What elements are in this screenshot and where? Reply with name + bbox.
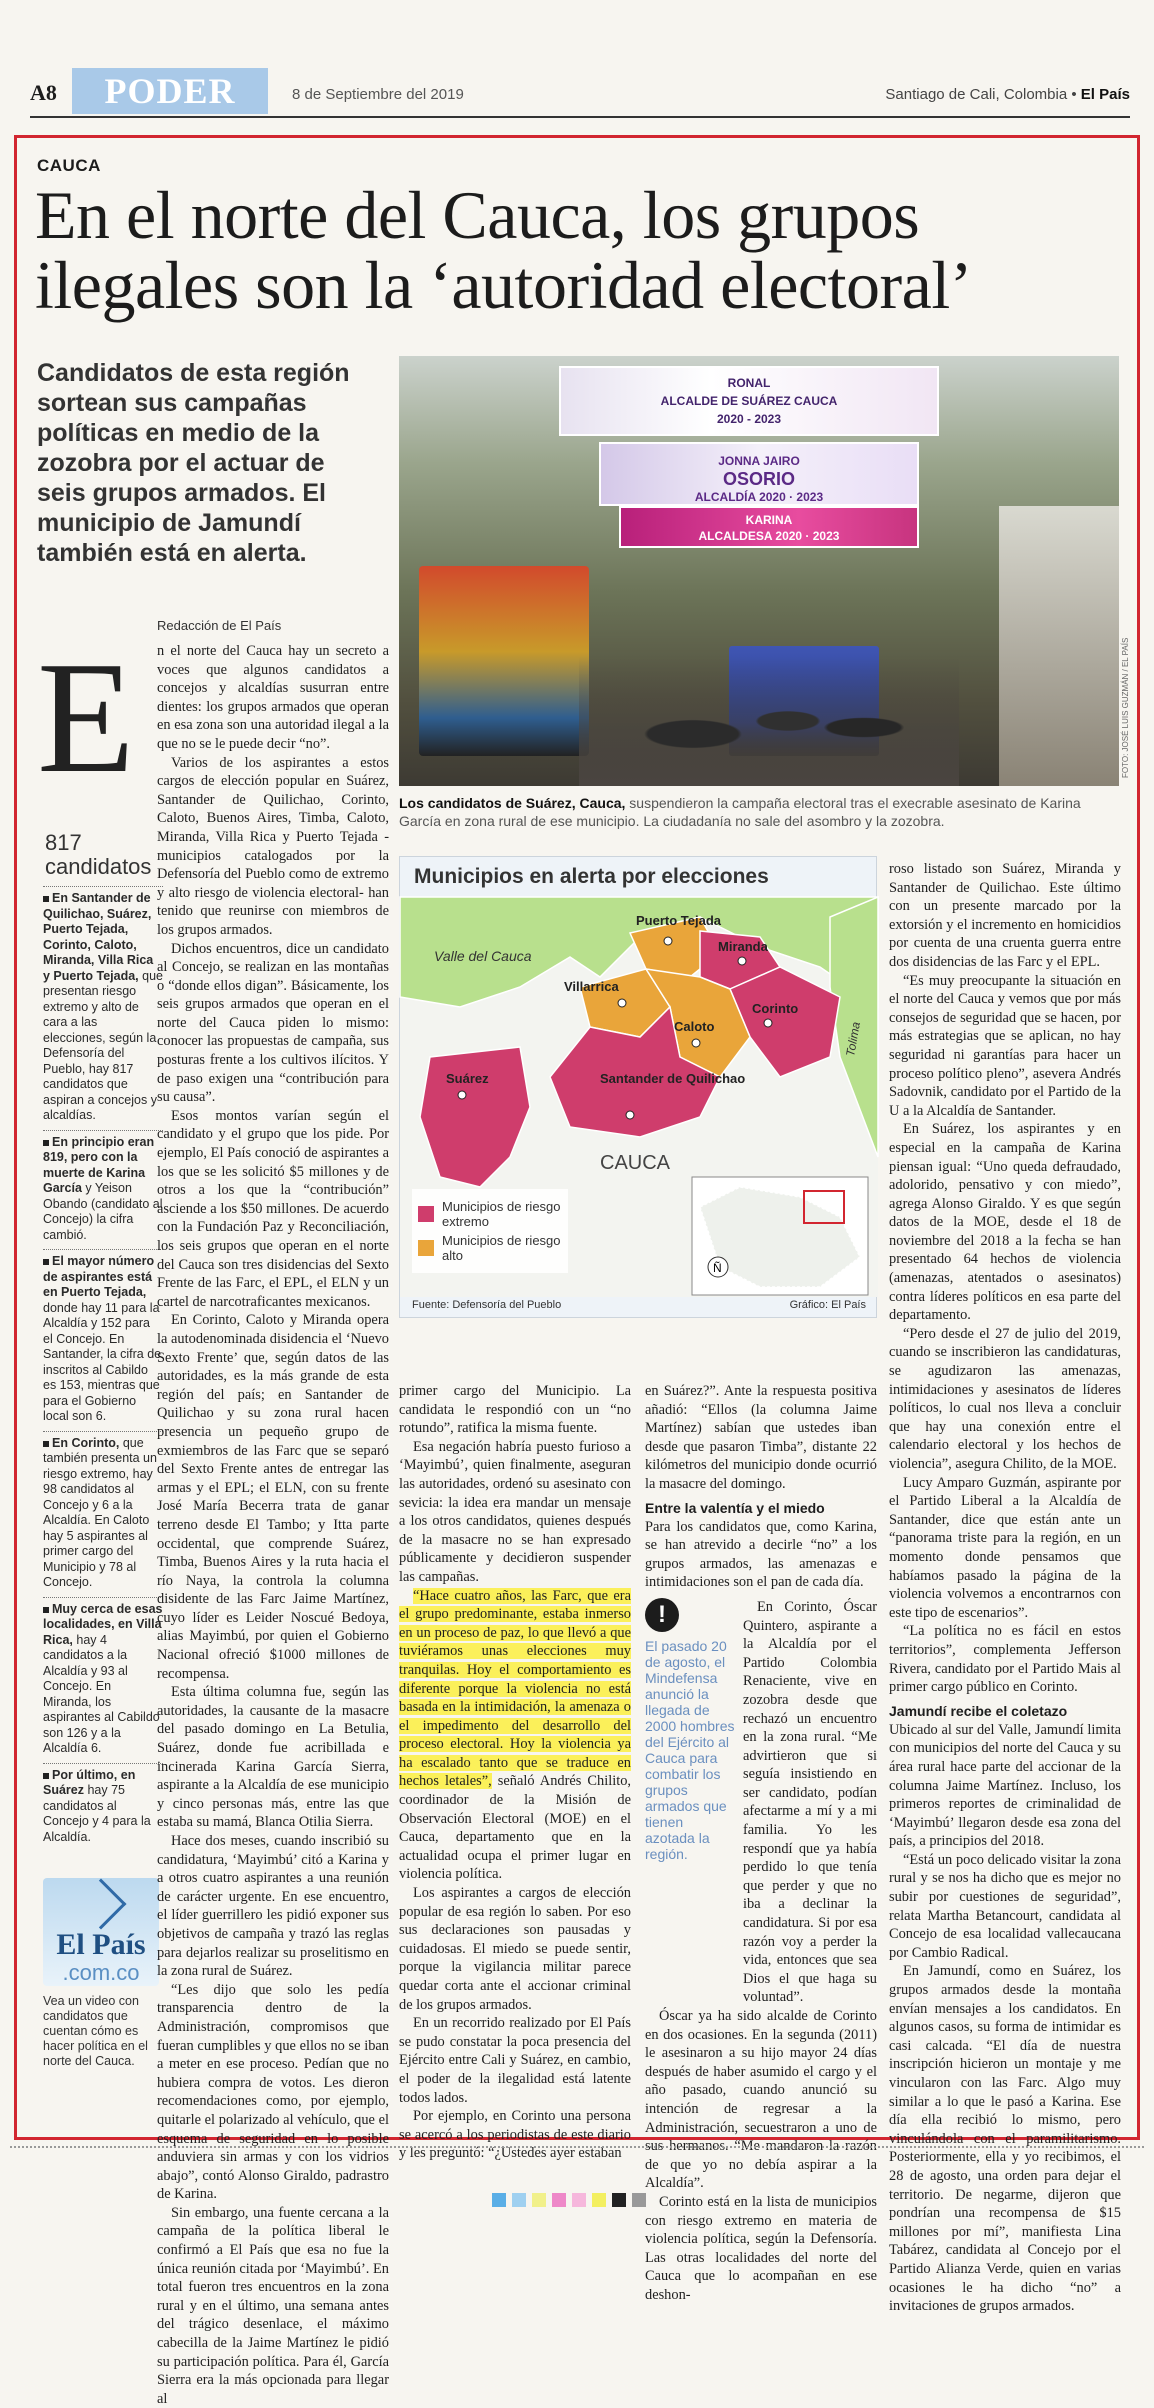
- side-note-lead: El mayor número de aspirantes está en Puerto Tejada,: [43, 1254, 155, 1299]
- quill-icon: [76, 1879, 127, 1930]
- town-dot: [618, 999, 626, 1007]
- banner-text: ALCALDÍA 2020 · 2023: [694, 490, 824, 504]
- bullet-icon: [43, 1607, 49, 1613]
- paragraph: Los aspirantes a cargos de elección popular de esa región lo saben. Por eso sus declaraciones son pausadas y cuidadosas. El miedo se puede sentir, porque la vigilancia militar parece quedar corta ante el accionar criminal de los grupos armados.: [399, 1885, 631, 2013]
- label-miranda: Miranda: [718, 939, 768, 954]
- exclamation-icon: !: [645, 1598, 679, 1632]
- article-column-2: [399, 1382, 631, 2163]
- article-photo: [399, 356, 1119, 786]
- paragraph: Ubicado al sur del Valle, Jamundí limita con municipios del norte del Cauca y su área rural hace parte del accionar de la columna Jaime Martínez. Incluso, los primeros reportes de criminalidad de ‘Mayimbú’ llegaron desde esa zona del país, a principios del 2018.: [889, 1721, 1121, 1850]
- subheading: Entre la valentía y el miedo: [645, 1499, 825, 1516]
- side-note-lead: En Santander de Quilichao, Suárez, Puerto Tejada, Corinto, Caloto, Miranda, Villa Rica y Puerto Tejada,: [43, 891, 154, 983]
- dateline-paper: El País: [1080, 86, 1130, 103]
- campaign-banner-ronal: [559, 366, 939, 436]
- stat-label: candidatos: [45, 854, 152, 879]
- paragraph: Esta última columna fue, según las autoridades, la causante de la masacre del pasado domingo en La Betulia, Suárez, donde fue acribillada e incinerada Karina García Sierra, aspirante a la Alcaldía de ese municipio y cinco personas más, entre las que estaba su mamá, Blanca Otilia Sierra.: [157, 1684, 389, 1831]
- issue-date: 8 de Septiembre del 2019: [292, 86, 464, 103]
- article-column-4: [889, 860, 1121, 2316]
- color-swatch: [552, 2193, 566, 2207]
- label-santander: [600, 1071, 745, 1086]
- paragraph: n el norte del Cauca hay un secreto a voces que algunos candidatos a concejos y alcaldías susurran entre dientes: los grupos armados que operan en esa zona son una autoridad ilegal a la que no se le puede decir “no”.: [157, 643, 389, 752]
- town-dot: [458, 1091, 466, 1099]
- masthead-rule: [30, 116, 1130, 118]
- paragraph: En Corinto, Caloto y Miranda opera la autodenominada disidencia el ‘Nuevo Sexto Frente’ que, según datos de las autoridades, es la más grande de esta región del país; en Santander de Quilichao y su zona rural hacen presencia un pequeño grupo de exmiembros de las Farc que se separó del Sexto Frente antes de entregar las armas y el EPL; el ELN, con su frente José María Becerra trata de ganar terreno desde El Tambo; y Itta parte occidental, que comprende Suárez, Timba, Buenos Aires y la ruta hacia el río Naya, la controla la columna disidente de las Farc Jaime Martínez, cuyo líder es Leider Noscué Bedoya, alias Mayimbú, por quien el Gobierno Nacional ofreció $1000 millones de recompensa.: [157, 1312, 389, 1682]
- town-dot: [626, 1111, 634, 1119]
- pull-box: [645, 1598, 877, 2007]
- side-note-text: hay 75 candidatos al Concejo y 4 para la Alcaldía.: [43, 1783, 151, 1844]
- side-note-lead: En principio eran 819, pero con la muerte de Karina García: [43, 1134, 155, 1195]
- paragraph: en Suárez?”. Ante la respuesta positiva añadió: “Ellos (la columna Jaime Martínez) sabían que ustedes iban desde que pasaron Timba”, distante 22 kilómetros del municipio donde ocurrió la masacre del domingo.: [645, 1383, 877, 1492]
- photo-truck: [419, 566, 589, 756]
- article-column-3: [645, 1382, 877, 2305]
- paragraph: “Les dijo que solo les pedía transparencia dentro de la Administración, compromisos que fueran cumplibles y que ellos no se iban a meter en ese proceso. Pedían que no hubiera compra de votos. Les dieron recomendaciones como, por ejemplo, quitarle el polarizado al vehículo, que el esquema de seguridad en lo posible anduviera sin armas y con los vidrios abajo”, contó Alonso Giraldo, padrastro de Karina.: [157, 1981, 389, 2203]
- side-note-lead: En Corinto,: [52, 1435, 120, 1450]
- label-tolima: Tolima: [843, 1020, 864, 1058]
- paragraph: Para los candidatos que, como Karina, se han atrevido a decirle “no” a los grupos armados, las amenazas e intimidaciones son el pan de cada día.: [645, 1518, 877, 1591]
- caption-bold: Los candidatos de Suárez, Cauca,: [399, 795, 626, 811]
- logo-url: .com.co: [62, 1960, 140, 1985]
- banner-text: ALCALDESA 2020 · 2023: [698, 529, 840, 543]
- label-puerto-tejada: Puerto Tejada: [636, 913, 722, 928]
- side-note: [43, 886, 163, 1130]
- bullet-icon: [43, 1259, 49, 1265]
- paragraph: primer cargo del Municipio. La candidata le respondió con un “no rotundo”, ratifica la misma fuente.: [399, 1383, 631, 1437]
- town-dot: [764, 1019, 772, 1027]
- banner-text: ALCALDE DE SUÁREZ CAUCA: [660, 394, 838, 408]
- side-note-text: y Yeison Obando (candidato al Concejo) la cifra cambió.: [43, 1181, 163, 1242]
- caption-text: suspendieron la campaña electoral tras el execrable asesinato de Karina García en zona rural de ese municipio. La ciudadanía no sale del asombro y la zozobra.: [399, 795, 1081, 829]
- article-frame: [14, 135, 1140, 2407]
- side-note: [43, 1249, 163, 1431]
- paragraph: En Jamundí, como en Suárez, los grupos armados desde la montaña envían mensajes a los candidatos. En algunos casos, su forma de intimidar es casi calcada. “El día de nuestra inscripción hicieron un montaje y me vincularon con las Farc. Algo muy similar a lo que le pasó a Karina. Ese día ella recibió lo mismo, pero vinculándola con el paramilitarismo. Posteriormente, ella y yo recibimos, el 28 de agosto, una orden para dejar el territorio. De negarme, dijeron que pondrían una recompensa de $15 millones por mí”, manifiesta Lina Tabárez, candidata al Concejo por el Partido Alianza Verde, quien en varias ocasiones le ha dicho “no” a invitaciones de grupos armados.: [889, 1963, 1121, 2315]
- town-dot: [692, 1039, 700, 1047]
- paragraph: Óscar ya ha sido alcalde de Corinto en dos ocasiones. En la segunda (2011) le asesinaron a su hijo mayor 24 días después de haber asumido el cargo y el año pasado, cuando anunció su intención de regresar a la Administración, secuestraron a uno de sus hermanos. “Me mandaron la razón de que yo no debía aspirar a la Alcaldía”.: [645, 2008, 877, 2192]
- side-note-text: hay 4 candidatos a la Alcaldía y 93 al Concejo. En Miranda, los aspirantes al Cabildo son 126 y a la Alcaldía 6.: [43, 1632, 160, 1755]
- bullet-icon: [43, 1773, 49, 1779]
- section-tag: PODER: [72, 68, 268, 114]
- paragraph: Dichos encuentros, dice un candidato al Concejo, se realizan en las montañas o “donde ellos digan”. Básicamente, los seis grupos armados que operan en el norte del Cauca piden lo mismo: conocer las propuestas de campaña, sus posturas frente a los cultivos ilícitos. Y de paso exigen una “contribución para su causa”.: [157, 940, 389, 1106]
- paragraph: Esa negación habría puesto furioso a ‘Mayimbú’, quien finalmente, aseguran las autoridades, ordenó su asesinato con sevicia: la idea era mandar un mensaje a los otros candidatos, quienes después de la masacre no se han expresado públicamente y decidieron suspender las campañas.: [399, 1438, 631, 1585]
- color-swatch: [572, 2193, 586, 2207]
- registration-marks: [10, 2146, 1144, 2156]
- map-credit: Gráfico: El País: [789, 1299, 866, 1311]
- paragraph: En un recorrido realizado por El País se pudo constatar la poca presencia del Ejército entre Cali y Suárez, en cambio, el poder de la ilegalidad está latente todos lados.: [399, 2015, 631, 2106]
- photo-credit: FOTO: JOSÉ LUIS GUZMÁN / EL PAÍS: [1121, 637, 1130, 778]
- color-swatch: [512, 2193, 526, 2207]
- paragraph: “Es muy preocupante la situación en el norte del Cauca y vemos que por más consejos de seguridad que se hacen, por más estrategias que se aplican, no hay seguridad ni garantías para hacer un proceso político pleno”, asevera Andrés Sadovnik, candidato por el Partido de la U a la Alcaldía de Santander.: [889, 972, 1121, 1119]
- side-note-lead: Muy cerca de esas localidades, en Villa Rica,: [43, 1601, 163, 1647]
- pull-side-text: [743, 1598, 877, 2007]
- paragraph: Esos montos varían según el candidato y el grupo que los pide. Por ejemplo, El País conoció de aspirantes a los que se les solicitó $5 millones y de otros a los que la “contribución” asciende a los $50 millones. De acuerdo con la Fundación Paz y Reconciliación, los seis grupos que operan en el norte del Cauca son tres disidencias del Sexto Frente de las Farc, el EPL, el ELN y un cartel de narcotraficantes mexicanos.: [157, 1107, 389, 1310]
- article-kicker: CAUCA: [37, 156, 101, 175]
- side-note-text: donde hay 11 para la Alcaldía y 152 para el Concejo. En Santander, la cifra de inscritos al Cabildo es 153, mientras que para el Gobierno local son 6.: [43, 1300, 162, 1423]
- paragraph: Sin embargo, una fuente cercana a la campaña de la política liberal le confirmó a El País que esa no fue la única reunión citada por ‘Mayimbú’. En total fueron tres encuentros en la zona rural y en el último, una semana antes del trágico desenlace, el máximo cabecilla de la Jaime Martínez le pidió su participación política. Para él, García Sierra era la más opcionada para llegar al: [157, 2204, 389, 2407]
- legend-label: Municipios de riesgo alto: [442, 1233, 561, 1263]
- photo-building: [999, 506, 1119, 786]
- side-note-text: que también presenta un riesgo extremo, hay 98 candidatos al Concejo y 6 a la Alcaldía. En Caloto hay 5 aspirantes al primer cargo del Municipio y 78 al Concejo.: [43, 1435, 157, 1589]
- color-swatch: [532, 2193, 546, 2207]
- highlighted-quote: “Hace cuatro años, las Farc, que era el grupo predominante, estaba inmerso en un proceso de paz, lo que llevó a que tuviéramos unas elecciones muy tranquilas. Hoy el comportamiento es diferente porque la violencia no está basada en la intimidación, la amenaza o el impedimento del desarrollo del proceso electoral. Hoy la violencia ya ha escalado tanto que se traduce en hechos letales”,: [399, 1587, 631, 1790]
- map-title: Municipios en alerta por elecciones: [414, 865, 769, 888]
- bullet-icon: [43, 1140, 49, 1146]
- label-santander-text: Santander de Quilichao: [600, 1071, 746, 1086]
- photo-caption: [399, 794, 1119, 830]
- quote-attribution: señaló Andrés Chilito, coordinador de la Misión de Observación Electoral (MOE) en el Cauca, departamento que en la actualidad ocupa el primer lugar en violencia política.: [399, 1773, 631, 1883]
- side-note: [43, 1130, 163, 1250]
- article-column-1: [157, 642, 389, 2408]
- byline: Redacción de El País: [157, 618, 282, 633]
- paragraph: “La política no es fácil en estos territorios”, complementa Jefferson Rivera, candidato por el Partido Mais al primer cargo público en Corinto.: [889, 1623, 1121, 1696]
- quote-paragraph: [399, 1587, 631, 1885]
- map-legend: [412, 1189, 568, 1273]
- bullet-icon: [43, 896, 49, 902]
- label-valle: Valle del Cauca: [434, 948, 532, 964]
- paragraph: roso listado son Suárez, Miranda y Santander de Quilichao. Este último con un presente marcado por la extorsión y el incremento en homicidios por cuenta de una cruenta guerra entre dos disidencias de las Farc y el EPL.: [889, 861, 1121, 970]
- subheading: Jamundí recibe el coletazo: [889, 1702, 1068, 1719]
- paragraph: “Pero desde el 27 de julio del 2019, cuando se inscribieron las candidaturas, se agudizaron las amenazas, intimidaciones y asesinatos de líderes políticos, lo cual nos lleva a concluir que hay una conexión entre el calendario electoral y los hechos de violencia”, asegura Chilito, de la MOE.: [889, 1325, 1121, 1472]
- video-caption: Vea un video con candidatos que cuentan cómo es hacer política en el norte del Cauca.: [43, 1994, 148, 2068]
- color-swatch: [632, 2193, 646, 2207]
- campaign-banner-karina: [619, 506, 919, 548]
- logo-name: El País: [56, 1928, 146, 1961]
- town-dot: [664, 937, 672, 945]
- page-number: A8: [30, 80, 57, 105]
- stat-number: 817: [45, 830, 82, 855]
- side-note-text: que presentan riesgo extremo y alto de cara a las elecciones, según la Defensoría del Pueblo, hay 817 candidatos que aspiran a concejos y alcaldías.: [43, 968, 163, 1122]
- pull-quote: [645, 1598, 735, 2007]
- article-headline: En el norte del Cauca, los grupos ilegales son la ‘autoridad electoral’: [35, 177, 972, 323]
- legend-label: Municipios de riesgo extremo: [442, 1199, 561, 1229]
- banner-text: OSORIO: [722, 469, 795, 489]
- color-swatch: [612, 2193, 626, 2207]
- color-swatch: [492, 2193, 506, 2207]
- alert-map: [399, 856, 877, 1318]
- paragraph: En Corinto, Óscar Quintero, aspirante a la Alcaldía por el Partido Colombia Renaciente, vive en zozobra desde que rechazó un encuentro en la zona rural. “Me advirtieron que si seguía insistiendo en ser candidato, podían afectarme a mí y a mi familia. Yo les respondí que ya había perdido lo que tenía que perder y que no iba a declinar la candidatura. Si por esa razón voy a perder la vida, entonces que sea Dios el que haga su voluntad”.: [743, 1598, 877, 2006]
- campaign-banner-osorio: [599, 442, 919, 506]
- map-source: Fuente: Defensoría del Pueblo: [412, 1299, 562, 1311]
- banner-text: JONNA JAIRO: [718, 454, 800, 468]
- side-note: [43, 1763, 163, 1852]
- label-villarrica: Villarrica: [564, 979, 619, 994]
- legend-swatch: [418, 1240, 434, 1256]
- paragraph: “Está un poco delicado visitar la zona rural y se nos ha dicho que es mejor no subir por cuestiones de seguridad”, relata Martha Betancourt, candidata al Concejo de esa localidad vallecaucana por Cambio Radical.: [889, 1851, 1121, 1961]
- label-suarez: Suárez: [446, 1071, 489, 1086]
- color-swatch: [592, 2193, 606, 2207]
- photo-crowd: [579, 656, 959, 786]
- side-note: [43, 1431, 163, 1597]
- dropcap: E: [37, 628, 135, 806]
- side-notes: [43, 886, 163, 1851]
- label-cauca: CAUCA: [600, 1152, 671, 1174]
- paragraph: Hace dos meses, cuando inscribió su candidatura, ‘Mayimbú’ citó a Karina y a otros cuatro aspirantes a una reunión de carácter urgente. En ese encuentro, el líder guerrillero les pidió exponer sus objetivos de campaña y trazó las reglas para dejarlos realizar su proselitismo en la zona rural de Suárez.: [157, 1833, 389, 1980]
- town-dot: [738, 957, 746, 965]
- paragraph: Varios de los aspirantes a estos cargos de elección popular en Suárez, Santander de Quilichao, Corinto, Caloto, Buenos Aires, Timba, Caloto, Miranda, Villa Rica y Puerto Tejada -municipios catalogados por la Defensoría del Pueblo como de extremo y alto riesgo de violencia electoral- han tenido que reunirse con miembros de los grupos armados.: [157, 754, 389, 938]
- label-caloto: Caloto: [674, 1019, 715, 1034]
- dateline: [885, 86, 1130, 103]
- pull-quote-text: El pasado 20 de agosto, el Mindefensa anunció la llegada de 2000 hombres del Ejército al Cauca para combatir los grupos armados que tienen azotada la región.: [645, 1637, 735, 1862]
- banner-text: KARINA: [745, 513, 793, 527]
- bullet-icon: [43, 1441, 49, 1447]
- north-arrow-label: Ñ: [713, 1261, 722, 1275]
- paragraph: Corinto está en la lista de municipios con riesgo extremo en materia de violencia política, según la Defensoría. Las otras localidades del norte del Cauca que lo acompañan en ese deshon-: [645, 2193, 877, 2303]
- legend-swatch: [418, 1206, 434, 1222]
- elpais-logo[interactable]: [43, 1878, 159, 1986]
- banner-text: 2020 - 2023: [716, 412, 782, 426]
- legend-item-high: [418, 1233, 562, 1263]
- paragraph: Por ejemplo, en Corinto una persona se acercó a los periodistas de este diario y les preguntó: “¿Ustedes ayer estaban: [399, 2108, 631, 2162]
- masthead: [30, 62, 1130, 118]
- paragraph: En Suárez, los aspirantes y en especial en la campaña de Karina piensan igual: “Uno queda defraudado, adolorido, pensativo y con miedo”, agrega Alonso Giraldo. Y es que según datos de la MOE, desde el 18 de noviembre del 2018 a la fecha se han presentado 64 hechos de violencia (amenazas, atentados o asesinatos) contra líderes políticos en esa parte del departamento.: [889, 1121, 1121, 1324]
- banner-text: RONAL: [727, 376, 771, 390]
- legend-item-extreme: [418, 1199, 562, 1229]
- side-note-lead: Por último, en Suárez: [43, 1767, 136, 1797]
- dateline-city: Santiago de Cali, Colombia •: [885, 86, 1077, 103]
- side-note: [43, 1597, 163, 1763]
- article-deck: Candidatos de esta región sortean sus campañas políticas en medio de la zozobra por el actuar de seis grupos armados. El municipio de Jamundí también está en alerta.: [37, 359, 350, 567]
- label-corinto: Corinto: [752, 1001, 799, 1016]
- paragraph: Lucy Amparo Guzmán, aspirante por el Partido Liberal a la Alcaldía de Santander, dice que están ante un “panorama triste para la región, en un momento donde pensamos que habíamos pasado la página de la violencia volvemos a encontrarnos con este tipo de escenarios”.: [889, 1474, 1121, 1621]
